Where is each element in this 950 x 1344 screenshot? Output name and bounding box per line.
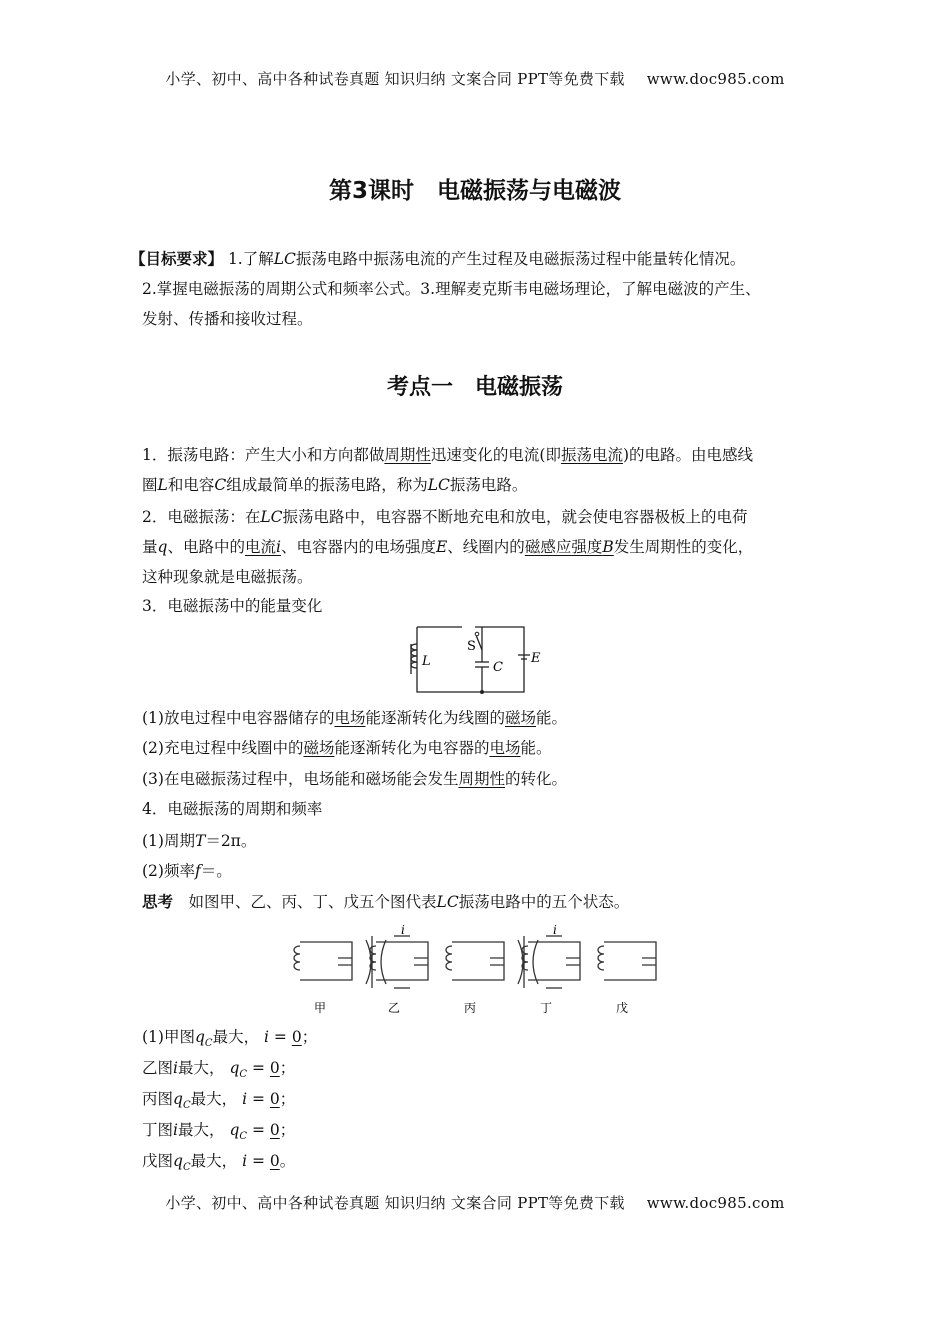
lc-circuit-diagram — [400, 622, 550, 697]
objectives: 【目标要求】 1.了解LC振荡电路中振荡电流的产生过程及电磁振荡过程中能量转化情况。 2.掌握电磁振荡的周期公式和频率公式。3.理解麦克斯韦电磁场理论，了解电磁波的产生、 发射、传播和接收过程。 — [130, 250, 761, 328]
point-3: 3．电磁振荡中的能量变化 — [142, 597, 323, 615]
point-1: 1．振荡电路：产生大小和方向都做周期性迅速变化的电流(即振荡电流)的电路。由电感线 圈L和电容C组成最简单的振荡电路，称为LC振荡电路。 — [142, 446, 754, 494]
footer-text: 小学、初中、高中各种试卷真题 知识归纳 文案合同 PPT等免费下载 — [165, 1194, 625, 1212]
footer-url[interactable]: www.doc985.com — [646, 1194, 785, 1212]
state-current-label: i — [553, 923, 557, 937]
state-label: 丙 — [463, 1001, 477, 1015]
circuit-label-S: S — [467, 639, 476, 654]
period-formula: (1)周期T＝2π。 — [142, 832, 257, 850]
point-2: 2．电磁振荡：在LC振荡电路中，电容器不断地充电和放电，就会使电容器极板上的电荷 量q、电路中的电流i、电容器内的电场强度E、线圈内的磁感应强度B发生周期性的变化， 这种现象就是电磁振荡。 — [142, 508, 754, 586]
answer-5: 戊图$q_C$最大， i = 0。 — [142, 1152, 296, 1174]
page-footer — [0, 1192, 950, 1213]
circuit-label-C: C — [493, 660, 503, 675]
state-label: 甲 — [313, 1001, 327, 1015]
think-prompt: 思考 如图甲、乙、丙、丁、戊五个图代表LC振荡电路中的五个状态。 — [142, 893, 630, 911]
page-header — [0, 68, 950, 89]
circuit-label-L: L — [422, 654, 431, 669]
section-heading: 考点一 电磁振荡 — [386, 375, 563, 400]
answer-3: 丙图$q_C$最大， i = 0； — [142, 1090, 296, 1112]
answer-1: (1)甲图$q_C$最大， i = 0； — [142, 1028, 318, 1050]
header-url[interactable]: www.doc985.com — [646, 70, 785, 88]
energy-2: (2)充电过程中线圈中的磁场能逐渐转化为电容器的电场能。 — [142, 739, 552, 757]
energy-1: (1)放电过程中电容器储存的电场能逐渐转化为线圈的磁场能。 — [142, 709, 568, 727]
page-title: 第3课时 电磁振荡与电磁波 — [328, 178, 621, 204]
objectives-label: 【目标要求】 — [130, 250, 224, 268]
energy-3: (3)在电磁振荡过程中，电场能和磁场能会发生周期性的转化。 — [142, 770, 567, 788]
state-label: 戊 — [615, 1001, 629, 1015]
state-label: 乙 — [387, 1001, 401, 1015]
answer-2: 乙图i最大， $q_C = 0$； — [142, 1059, 296, 1081]
five-states-diagram — [290, 922, 670, 1018]
state-current-label: i — [401, 923, 405, 937]
state-label: 丁 — [539, 1001, 553, 1015]
header-text: 小学、初中、高中各种试卷真题 知识归纳 文案合同 PPT等免费下载 — [165, 70, 625, 88]
frequency-formula: (2)频率f＝。 — [142, 862, 232, 880]
circuit-label-E: E — [531, 651, 541, 666]
answer-4: 丁图i最大， $q_C = 0$； — [142, 1121, 296, 1143]
point-4: 4．电磁振荡的周期和频率 — [142, 800, 323, 818]
